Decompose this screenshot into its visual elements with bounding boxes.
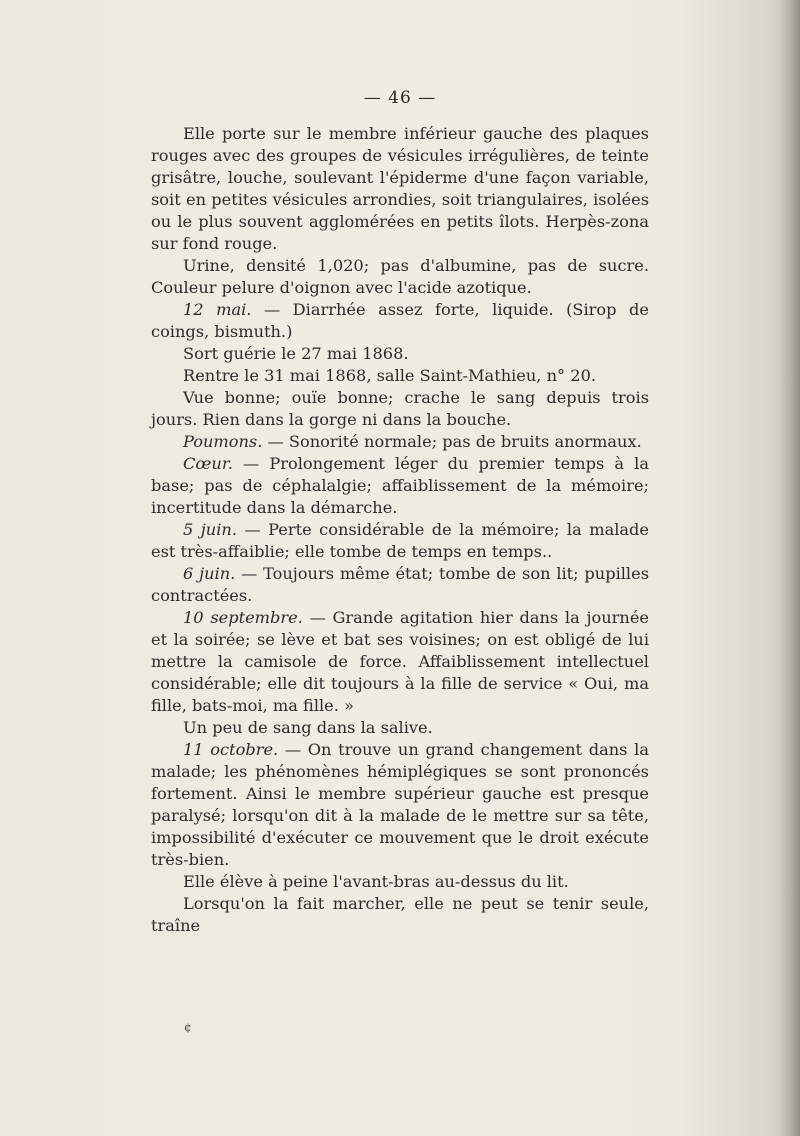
paragraph-text: — Prolongement léger du premier temps à la base; pas de céphalalgie; affaiblissement de la mémoire; incertitude dans la démarche.: [151, 454, 649, 517]
paragraph: [151, 519, 649, 563]
entry-date: 6 juin.: [183, 564, 236, 583]
paragraph: [151, 123, 649, 255]
paragraph-text: Elle élève à peine l'avant-bras au-dessus du lit.: [183, 872, 569, 891]
paragraph-text: — Toujours même état; tombe de son lit; pupilles contractées.: [151, 564, 650, 605]
paragraph-text: — Grande agitation hier dans la journée et la soirée; se lève et bat ses voisines; on est obligé de lui mettre la camisole de force. Affaiblissement intellectuel considérable; elle dit toujours à la fille de service « Oui, ma fille, bats-moi, ma fille. »: [151, 608, 649, 715]
entry-date: 12 mai.: [183, 300, 252, 319]
page-number: — 46 —: [363, 88, 437, 108]
paragraph: [151, 431, 649, 453]
body-text: [151, 123, 649, 937]
paragraph: [151, 739, 649, 871]
paragraph-text: Rentre le 31 mai 1868, salle Saint-Mathieu, n° 20.: [183, 366, 597, 385]
paragraph: [151, 563, 649, 607]
paragraph: [151, 453, 649, 519]
paragraph: [151, 343, 649, 365]
paragraph-text: — Perte considérable de la mémoire; la malade est très-affaiblie; elle tombe de temps en temps..: [151, 520, 649, 561]
paragraph-text: Sort guérie le 27 mai 1868.: [183, 344, 409, 363]
entry-date: Cœur.: [183, 454, 233, 473]
entry-date: 5 juin.: [183, 520, 237, 539]
paragraph: [151, 717, 649, 739]
paragraph: [151, 387, 649, 431]
paragraph-text: Urine, densité 1,020; pas d'albumine, pas de sucre. Couleur pelure d'oignon avec l'acide azotique.: [151, 256, 649, 297]
paragraph: [151, 255, 649, 299]
entry-date: 10 septembre.: [183, 608, 303, 627]
paragraph-text: Vue bonne; ouïe bonne; crache le sang depuis trois jours. Rien dans la gorge ni dans la bouche.: [151, 388, 649, 429]
paragraph: [151, 893, 649, 937]
page-edge-shadow: [778, 0, 800, 1136]
paragraph-text: — Sonorité normale; pas de bruits anormaux.: [262, 432, 642, 451]
stray-mark: ¢: [184, 1020, 192, 1034]
entry-date: Poumons.: [183, 432, 263, 451]
paragraph-text: Elle porte sur le membre inférieur gauche des plaques rouges avec des groupes de vésicules irrégulières, de teinte grisâtre, louche, soulevant l'épiderme d'une façon variable, soit en petites vésicules arrondies, soit triangulaires, isolées ou le plus souvent agglomérées en petits îlots. Herpès-zona sur fond rouge.: [151, 124, 649, 253]
paragraph-text: — Diarrhée assez forte, liquide. (Sirop de coings, bismuth.): [151, 300, 649, 341]
paragraph-text: Un peu de sang dans la salive.: [183, 718, 433, 737]
paragraph: [151, 607, 649, 717]
entry-date: 11 octobre.: [183, 740, 279, 759]
paragraph-text: — On trouve un grand changement dans la malade; les phénomènes hémiplégiques se sont prononcés fortement. Ainsi le membre supérieur gauche est presque paralysé; lorsqu'on dit à la malade de le mettre sur sa tête, impossibilité d'exécuter ce mouvement que le droit exécute très-bien.: [151, 740, 649, 869]
paragraph-text: Lorsqu'on la fait marcher, elle ne peut se tenir seule, traîne: [151, 894, 649, 935]
paragraph: [151, 365, 649, 387]
paragraph: [151, 871, 649, 893]
paragraph: [151, 299, 649, 343]
